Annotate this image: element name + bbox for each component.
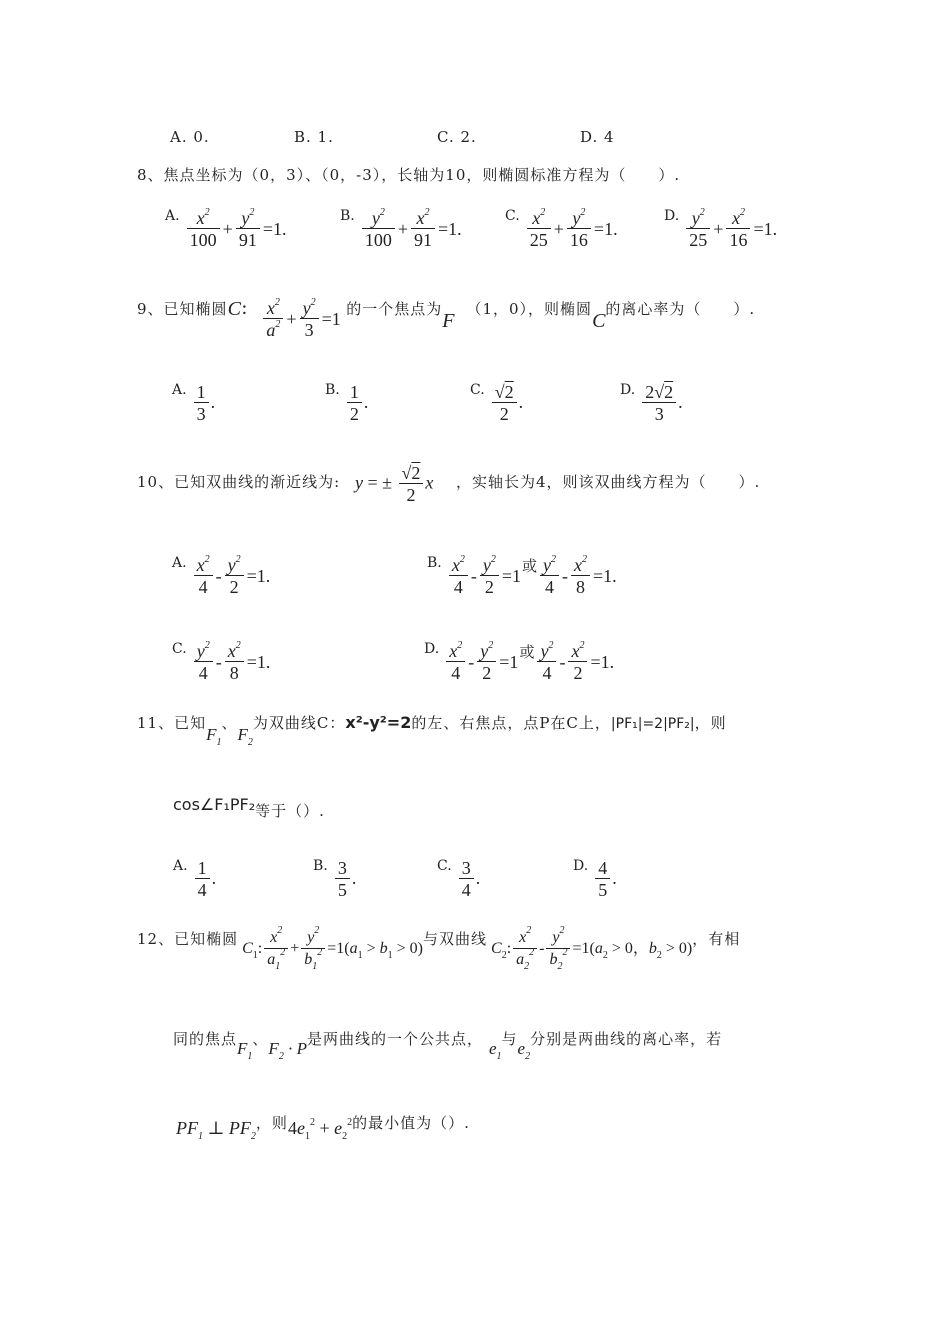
q12-line2a: 同的焦点 <box>173 1030 238 1048</box>
q9-option-b: B. $\frac{1}{2}$ . <box>325 382 369 424</box>
q11-text1: 11、已知 <box>137 714 207 732</box>
q12-line2d: 分别是两曲线的离心率，若 <box>530 1030 723 1048</box>
q8-option-d: D. $\frac{y^2}{25}$ + $\frac{x^2}{16}$ =1. <box>664 207 778 250</box>
q12-line2b: 是两曲线的一个公共点， <box>306 1030 483 1048</box>
or-text: 或 <box>519 643 536 661</box>
q9-text2: 的一个焦点为 <box>346 300 443 318</box>
q11-condition: |PF₁|=2|PF₂| <box>610 716 695 732</box>
q9-stem: 9、已知椭圆C： $\frac{x^2}{a^2}$ + $\frac{y^2}{3}$ =1 的一个焦点为F（1，0），则椭圆C的离心率为（ ）. <box>137 297 756 340</box>
q8-stem: 8、焦点坐标为（0，3）、（0，-3），长轴为10，则椭圆标准方程为（ ）. <box>137 166 681 184</box>
q11-sep: 、 <box>221 714 238 732</box>
q9-text1: 已知椭圆 <box>163 300 228 318</box>
option-label: B. <box>427 555 442 571</box>
q11-text3: 的左、右焦点，点P在C上， <box>411 714 611 732</box>
q10-asymptote: y = ± $\frac{√2}{2}$ x <box>355 463 434 505</box>
q11-text4: ，则 <box>694 714 727 732</box>
q11-text5: 等于（）. <box>255 802 325 820</box>
q9-number: 9、 <box>137 300 164 318</box>
q10-option-c: C. $\frac{y^2}{4}$ - $\frac{x^2}{8}$ =1. <box>172 640 271 683</box>
q9-curve-c: C <box>227 298 241 320</box>
option-label: A. <box>172 555 187 571</box>
q12-line1: 12、已知椭圆 $C_1$: $\frac{x^2}{a_1^2}$ + $\frac{y^2}{b_1^2}$ $=1(a_1 > b_1 > 0)$与双曲线 $C_2$: $\frac{x^2}{a_2^2}$ - $\frac{y^2}{b_2^2}$ $=1(a_2 > 0$，$b_2 > 0$)，有相 <box>137 925 741 972</box>
option-label: D. <box>664 208 680 224</box>
option-label: B. <box>325 382 340 398</box>
q7-option-d: D. 4 <box>580 128 615 146</box>
q9-option-c: C. $\frac{√2}{2}$ . <box>470 382 524 424</box>
q10-option-a: A. $\frac{x^2}{4}$ - $\frac{y^2}{2}$ =1. <box>172 554 271 597</box>
or-text: 或 <box>522 557 539 575</box>
q7-option-a: A. 0. <box>170 128 210 146</box>
option-label: D. <box>573 858 589 874</box>
q12-line2c: 与 <box>501 1030 518 1048</box>
q9-option-d: D. $\frac{2√2}{3}$ . <box>620 382 683 424</box>
q11-option-c: C. $\frac{3}{4}$ . <box>437 858 481 900</box>
q11-option-a: A. $\frac{1}{4}$ . <box>173 858 217 900</box>
option-label: D. <box>620 382 636 398</box>
q12-text1: 12、已知椭圆 <box>137 930 239 948</box>
q9-focus-f: F <box>442 310 455 332</box>
q12-text3: ，有相 <box>692 930 741 948</box>
q11-text2: 为双曲线C： <box>252 714 346 732</box>
option-label: C. <box>437 858 452 874</box>
q11-option-d: D. $\frac{4}{5}$ . <box>573 858 617 900</box>
q10-text2: ，实轴长为4，则该双曲线方程为（ ）. <box>456 473 761 491</box>
q7-option-c: C. 2. <box>437 128 477 146</box>
q8-option-c: C. $\frac{x^2}{25}$ + $\frac{y^2}{16}$ =1. <box>505 207 618 250</box>
q11-option-b: B. $\frac{3}{5}$ . <box>313 858 357 900</box>
q11-stem: 11、已知$F_1$、$F_2$为双曲线C：x²-y²=2的左、右焦点，点P在C上，|PF₁|=2|PF₂|，则 <box>137 713 727 748</box>
q9-curve-c2: C <box>592 310 606 332</box>
q8-option-a: A. $\frac{x^2}{100}$ + $\frac{y^2}{91}$ =1. <box>165 207 287 250</box>
q10-option-d: D. $\frac{x^2}{4}$ - $\frac{y^2}{2}$ =1或 $\frac{y^2}{4}$ - $\frac{x^2}{2}$ =1. <box>424 640 615 683</box>
q11-equation: x²-y²=2 <box>345 713 412 732</box>
q9-text3: 的离心率为（ ）. <box>605 300 756 318</box>
option-label: B. <box>313 858 328 874</box>
q9-option-a: A. $\frac{1}{3}$ . <box>172 382 216 424</box>
option-label: D. <box>424 641 440 657</box>
q11-cos-expr: cos∠F₁PF₂ <box>173 795 256 814</box>
q9-point: （1，0），则椭圆 <box>466 300 593 318</box>
q8-option-b: B. $\frac{y^2}{100}$ + $\frac{x^2}{91}$ =1. <box>340 207 462 250</box>
q10-text1: 10、已知双曲线的渐近线为: <box>137 473 341 491</box>
q12-text2: 与双曲线 <box>423 930 488 948</box>
option-label: A. <box>173 858 188 874</box>
option-label: B. <box>340 208 355 224</box>
q10-option-b: B. $\frac{x^2}{4}$ - $\frac{y^2}{2}$ =1或 $\frac{y^2}{4}$ - $\frac{x^2}{8}$ =1. <box>427 554 617 597</box>
option-label: C. <box>470 382 485 398</box>
option-label: A. <box>165 208 180 224</box>
q12-line3: $PF_1$ ⊥ $PF_2$，则$4e_1^2 + e_2^2$的最小值为（）. <box>176 1114 470 1142</box>
option-label: C. <box>172 641 187 657</box>
q12-line3b: 的最小值为（）. <box>352 1114 470 1132</box>
q12-line3: ，则 <box>255 1114 288 1132</box>
q7-option-b: B. 1. <box>294 128 334 146</box>
q12-line2: 同的焦点$F_1$、$F_2 \cdot P$是两曲线的一个公共点， $e_1$与$e_2$分别是两曲线的离心率，若 <box>173 1030 723 1062</box>
option-label: C. <box>505 208 520 224</box>
q11-line2 <box>173 794 325 820</box>
option-label: A. <box>172 382 187 398</box>
q9-colon: ： <box>240 300 257 318</box>
